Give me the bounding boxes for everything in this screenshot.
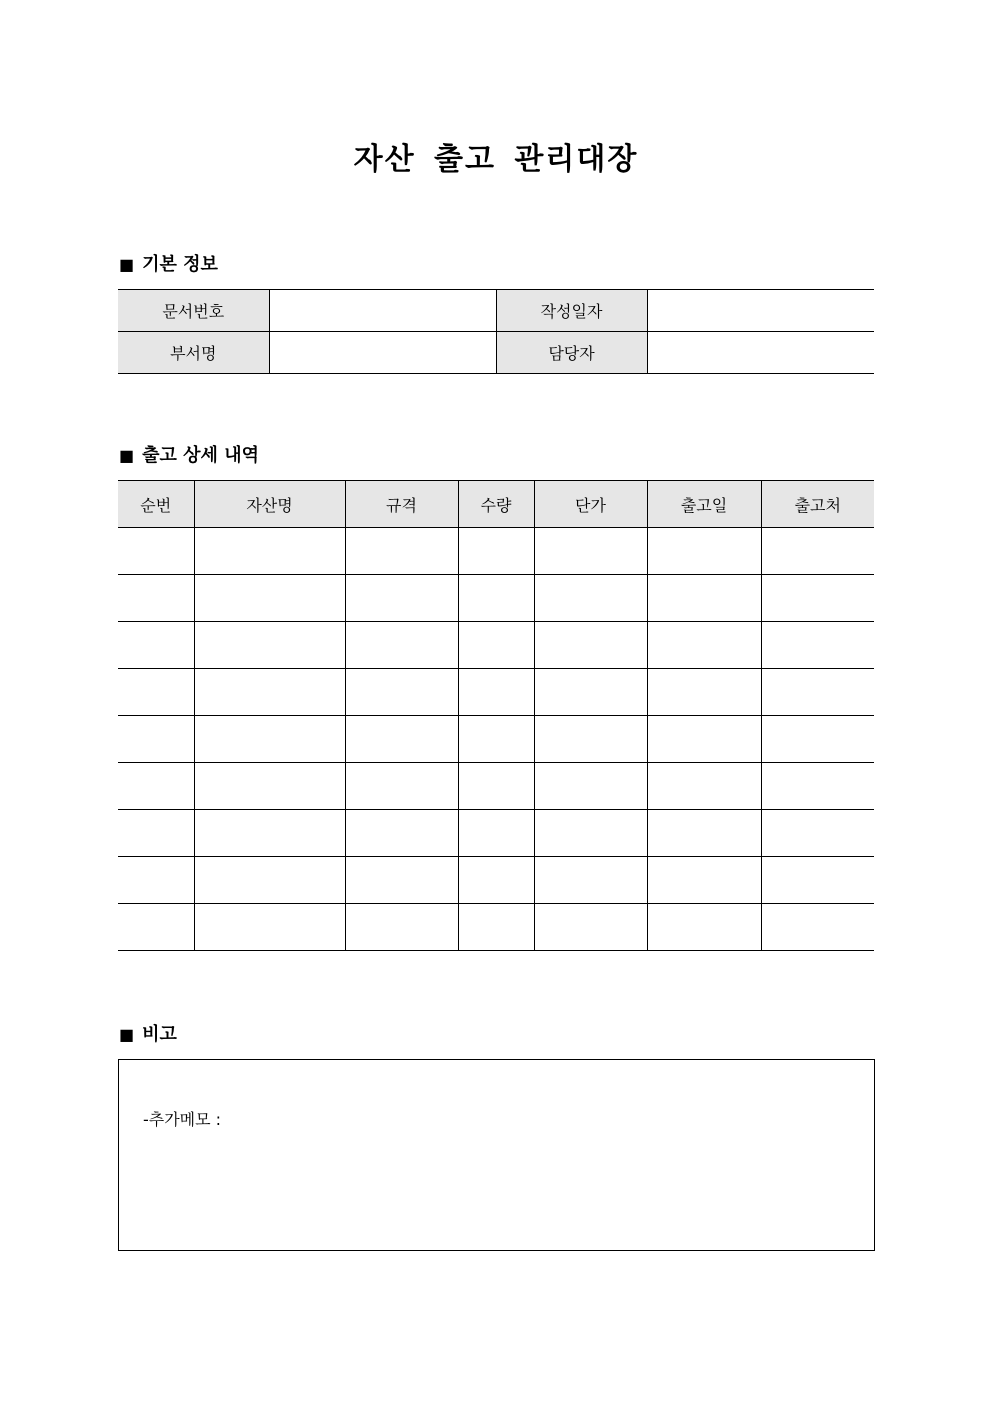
section-label: 기본 정보 — [142, 254, 218, 275]
table-cell[interactable] — [761, 716, 874, 763]
table-cell[interactable] — [534, 810, 647, 857]
table-cell[interactable] — [118, 763, 194, 810]
table-cell[interactable] — [647, 716, 761, 763]
table-cell[interactable] — [647, 669, 761, 716]
table-cell[interactable] — [458, 622, 534, 669]
table-row — [118, 575, 874, 622]
section-label: 출고 상세 내역 — [142, 445, 259, 466]
table-cell[interactable] — [118, 528, 194, 575]
square-bullet-icon: ■ — [119, 1025, 135, 1044]
table-cell[interactable] — [345, 622, 458, 669]
column-header: 출고일 — [647, 481, 761, 528]
table-row — [118, 669, 874, 716]
table-cell[interactable] — [761, 904, 874, 951]
table-cell[interactable] — [345, 528, 458, 575]
remarks-box[interactable] — [118, 1059, 875, 1251]
table-cell[interactable] — [194, 528, 345, 575]
table-cell[interactable] — [345, 716, 458, 763]
table-cell[interactable] — [458, 810, 534, 857]
table-cell[interactable] — [761, 763, 874, 810]
table-cell[interactable] — [647, 622, 761, 669]
table-row — [118, 332, 874, 374]
column-header: 출고처 — [761, 481, 874, 528]
table-cell[interactable] — [194, 716, 345, 763]
table-cell[interactable] — [647, 575, 761, 622]
table-cell[interactable] — [118, 669, 194, 716]
column-header: 규격 — [345, 481, 458, 528]
table-cell[interactable] — [458, 669, 534, 716]
dept-label: 부서명 — [118, 332, 269, 374]
table-cell[interactable] — [761, 528, 874, 575]
memo-label: -추가메모 : — [143, 1110, 222, 1129]
table-cell[interactable] — [647, 763, 761, 810]
table-header-row — [118, 481, 874, 528]
manager-label: 담당자 — [496, 332, 647, 374]
table-row — [118, 290, 874, 332]
column-header: 자산명 — [194, 481, 345, 528]
manager-field[interactable] — [647, 332, 874, 374]
table-cell[interactable] — [118, 904, 194, 951]
section-heading-basic-info — [119, 253, 218, 277]
table-cell[interactable] — [761, 810, 874, 857]
table-row — [118, 904, 874, 951]
table-cell[interactable] — [534, 622, 647, 669]
table-cell[interactable] — [118, 810, 194, 857]
dept-field[interactable] — [269, 332, 496, 374]
table-cell[interactable] — [194, 622, 345, 669]
column-header: 단가 — [534, 481, 647, 528]
table-cell[interactable] — [647, 810, 761, 857]
section-heading-details — [119, 444, 259, 468]
table-cell[interactable] — [458, 716, 534, 763]
section-heading-remarks — [119, 1023, 177, 1047]
table-cell[interactable] — [118, 716, 194, 763]
table-cell[interactable] — [647, 528, 761, 575]
table-cell[interactable] — [647, 857, 761, 904]
basic-info-table — [118, 289, 874, 374]
table-row — [118, 528, 874, 575]
column-header: 수량 — [458, 481, 534, 528]
table-row — [118, 810, 874, 857]
table-cell[interactable] — [761, 622, 874, 669]
table-cell[interactable] — [534, 716, 647, 763]
column-header: 순번 — [118, 481, 194, 528]
table-cell[interactable] — [761, 575, 874, 622]
table-cell[interactable] — [534, 575, 647, 622]
section-label: 비고 — [142, 1024, 177, 1045]
table-cell[interactable] — [534, 669, 647, 716]
table-cell[interactable] — [534, 528, 647, 575]
table-cell[interactable] — [761, 669, 874, 716]
table-row — [118, 622, 874, 669]
table-cell[interactable] — [761, 857, 874, 904]
table-cell[interactable] — [458, 575, 534, 622]
date-label: 작성일자 — [496, 290, 647, 332]
table-cell[interactable] — [345, 575, 458, 622]
table-cell[interactable] — [194, 669, 345, 716]
table-cell[interactable] — [647, 904, 761, 951]
doc-number-field[interactable] — [269, 290, 496, 332]
table-cell[interactable] — [118, 575, 194, 622]
table-cell[interactable] — [118, 857, 194, 904]
table-cell[interactable] — [458, 763, 534, 810]
table-cell[interactable] — [345, 857, 458, 904]
table-cell[interactable] — [194, 810, 345, 857]
table-cell[interactable] — [458, 528, 534, 575]
table-row — [118, 716, 874, 763]
table-cell[interactable] — [458, 857, 534, 904]
table-cell[interactable] — [118, 622, 194, 669]
table-cell[interactable] — [458, 904, 534, 951]
detail-table — [118, 480, 874, 951]
table-cell[interactable] — [345, 763, 458, 810]
table-cell[interactable] — [345, 810, 458, 857]
table-cell[interactable] — [345, 669, 458, 716]
table-cell[interactable] — [534, 904, 647, 951]
doc-number-label: 문서번호 — [118, 290, 269, 332]
table-cell[interactable] — [194, 904, 345, 951]
table-cell[interactable] — [194, 763, 345, 810]
table-cell[interactable] — [345, 904, 458, 951]
table-cell[interactable] — [194, 575, 345, 622]
table-cell[interactable] — [534, 763, 647, 810]
page-title: 자산 출고 관리대장 — [353, 142, 639, 177]
table-cell[interactable] — [194, 857, 345, 904]
table-row — [118, 857, 874, 904]
table-cell[interactable] — [534, 857, 647, 904]
table-row — [118, 763, 874, 810]
square-bullet-icon: ■ — [119, 446, 135, 465]
date-field[interactable] — [647, 290, 874, 332]
square-bullet-icon: ■ — [119, 255, 135, 274]
